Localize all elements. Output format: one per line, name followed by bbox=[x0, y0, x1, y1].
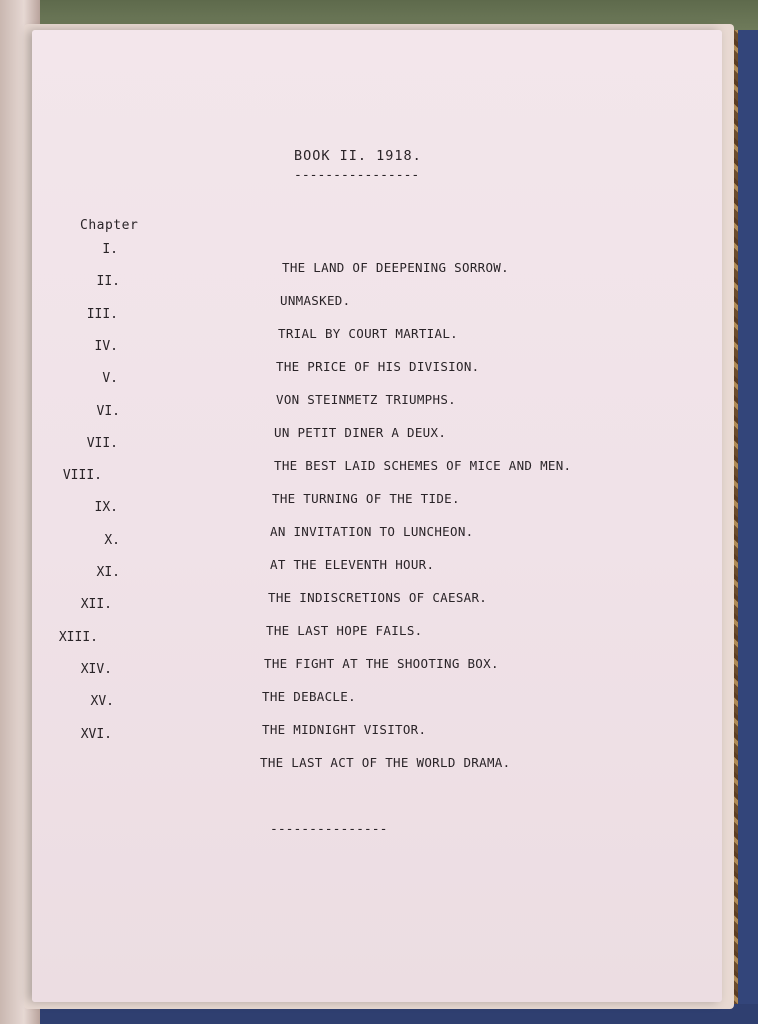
chapter-title: AT THE ELEVENTH HOUR. bbox=[270, 557, 435, 572]
chapter-title: THE INDISCRETIONS OF CAESAR. bbox=[268, 590, 488, 605]
chapter-numeral: X. bbox=[104, 532, 120, 548]
book-cover-spine bbox=[738, 30, 758, 1024]
chapter-numeral: III. bbox=[86, 306, 118, 322]
chapter-title: THE LAST ACT OF THE WORLD DRAMA. bbox=[260, 755, 511, 770]
chapter-numeral: XII. bbox=[80, 597, 112, 613]
chapter-numeral: IX. bbox=[94, 500, 118, 516]
chapter-numeral: I. bbox=[102, 242, 118, 257]
chapter-title: THE LAST HOPE FAILS. bbox=[266, 623, 423, 638]
chapter-title: UNMASKED. bbox=[280, 293, 351, 308]
chapter-numeral: VII. bbox=[86, 435, 118, 451]
chapter-title: UN PETIT DINER A DEUX. bbox=[274, 425, 447, 440]
chapter-numeral: XI. bbox=[96, 565, 120, 580]
chapter-title: THE FIGHT AT THE SHOOTING BOX. bbox=[264, 656, 499, 671]
chapter-numeral: II. bbox=[96, 274, 120, 290]
chapter-title: AN INVITATION TO LUNCHEON. bbox=[270, 524, 474, 539]
chapter-numeral: XVI. bbox=[80, 726, 112, 742]
typewritten-page bbox=[32, 30, 722, 1002]
chapter-title: THE LAND OF DEEPENING SORROW. bbox=[282, 260, 509, 275]
chapter-title: THE TURNING OF THE TIDE. bbox=[272, 491, 460, 506]
chapter-numeral: XV. bbox=[90, 694, 114, 710]
chapter-title: THE DEBACLE. bbox=[262, 689, 356, 704]
chapter-numeral: XIII. bbox=[58, 629, 98, 645]
chapter-numeral: VIII. bbox=[62, 468, 102, 484]
book-heading: BOOK II. 1918. bbox=[294, 148, 422, 164]
chapter-label: Chapter bbox=[80, 218, 139, 233]
heading-underline: ---------------- bbox=[294, 168, 420, 183]
chapter-title: THE MIDNIGHT VISITOR. bbox=[262, 722, 427, 737]
chapter-title: TRIAL BY COURT MARTIAL. bbox=[278, 326, 458, 341]
chapter-numeral: VI. bbox=[96, 403, 120, 419]
chapter-numeral: IV. bbox=[94, 338, 118, 354]
chapter-numeral: XIV. bbox=[80, 661, 112, 677]
chapter-title: THE PRICE OF HIS DIVISION. bbox=[276, 359, 480, 374]
chapter-title: THE BEST LAID SCHEMES OF MICE AND MEN. bbox=[274, 458, 572, 473]
chapter-numeral: V. bbox=[102, 371, 118, 387]
chapter-title: VON STEINMETZ TRIUMPHS. bbox=[276, 392, 456, 407]
end-rule: --------------- bbox=[270, 822, 388, 837]
